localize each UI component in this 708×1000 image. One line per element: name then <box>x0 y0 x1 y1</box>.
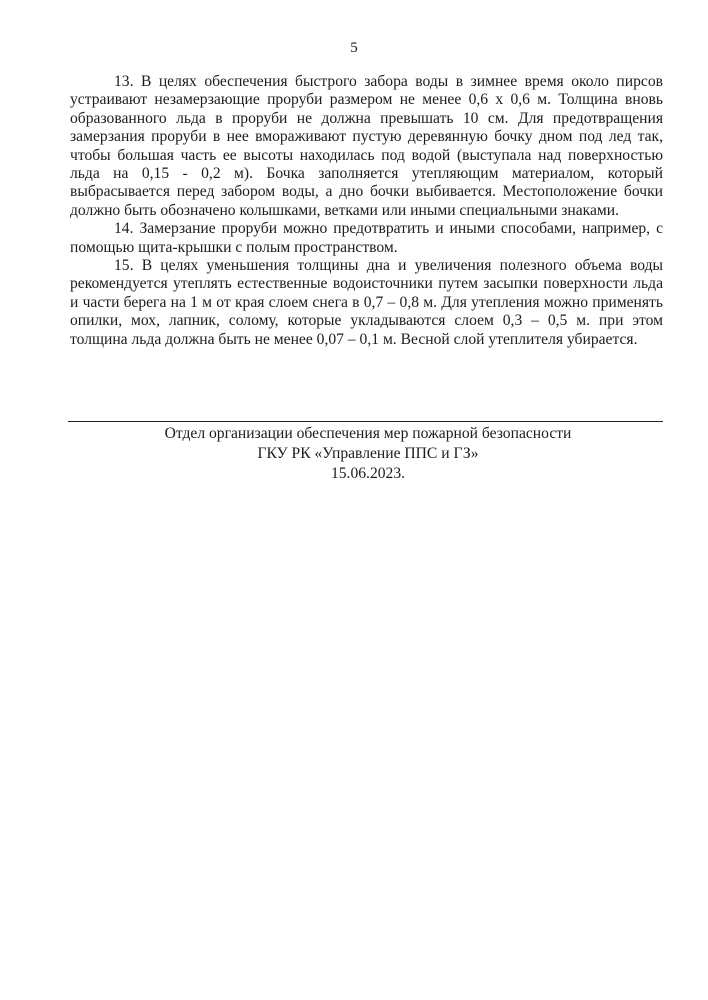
document-body <box>70 73 663 349</box>
page-number: 5 <box>350 40 358 56</box>
footer-date: 15.06.2023. <box>330 465 406 482</box>
document-footer <box>0 424 708 484</box>
paragraph-13: 13. В целях обеспечения быстрого забора воды в зимнее время около пирсов устраивают незамерзающие проруби размером не менее 0,6 х 0,6 м. Толщина вновь образованного льда в проруби не должна превышать 10 см. Для предотвращения замерзания проруби в нее вмораживают пустую деревянную бочку дном под лед так, чтобы большая часть ее высоты находилась под водой (выступала над поверхностью льда на 0,15 - 0,2 м). Бочка заполняется утепляющим материалом, который выбрасывается перед забором воды, а дно бочки выбивается. Местоположение бочки должно быть обозначено колышками, ветками или иными специальными знаками. <box>70 73 663 219</box>
paragraph-15: 15. В целях уменьшения толщины дна и увеличения полезного объема воды рекомендуется утеплять естественные водоисточники путем засыпки поверхности льда и части берега на 1 м от края слоем снега в 0,7 – 0,8 м. Для утепления можно применять опилки, мох, лапник, солому, которые укладываются слоем 0,3 – 0,5 м. при этом толщина льда должна быть не менее 0,07 – 0,1 м. Весной слой утеплителя убирается. <box>70 257 663 348</box>
footer-organization: ГКУ РК «Управление ППС и ГЗ» <box>257 445 479 462</box>
footer-department: Отдел организации обеспечения мер пожарной безопасности <box>164 425 572 442</box>
paragraph-14: 14. Замерзание проруби можно предотвратить и иными способами, например, с помощью щита-крышки с полым пространством. <box>70 220 663 256</box>
horizontal-divider <box>68 421 663 422</box>
